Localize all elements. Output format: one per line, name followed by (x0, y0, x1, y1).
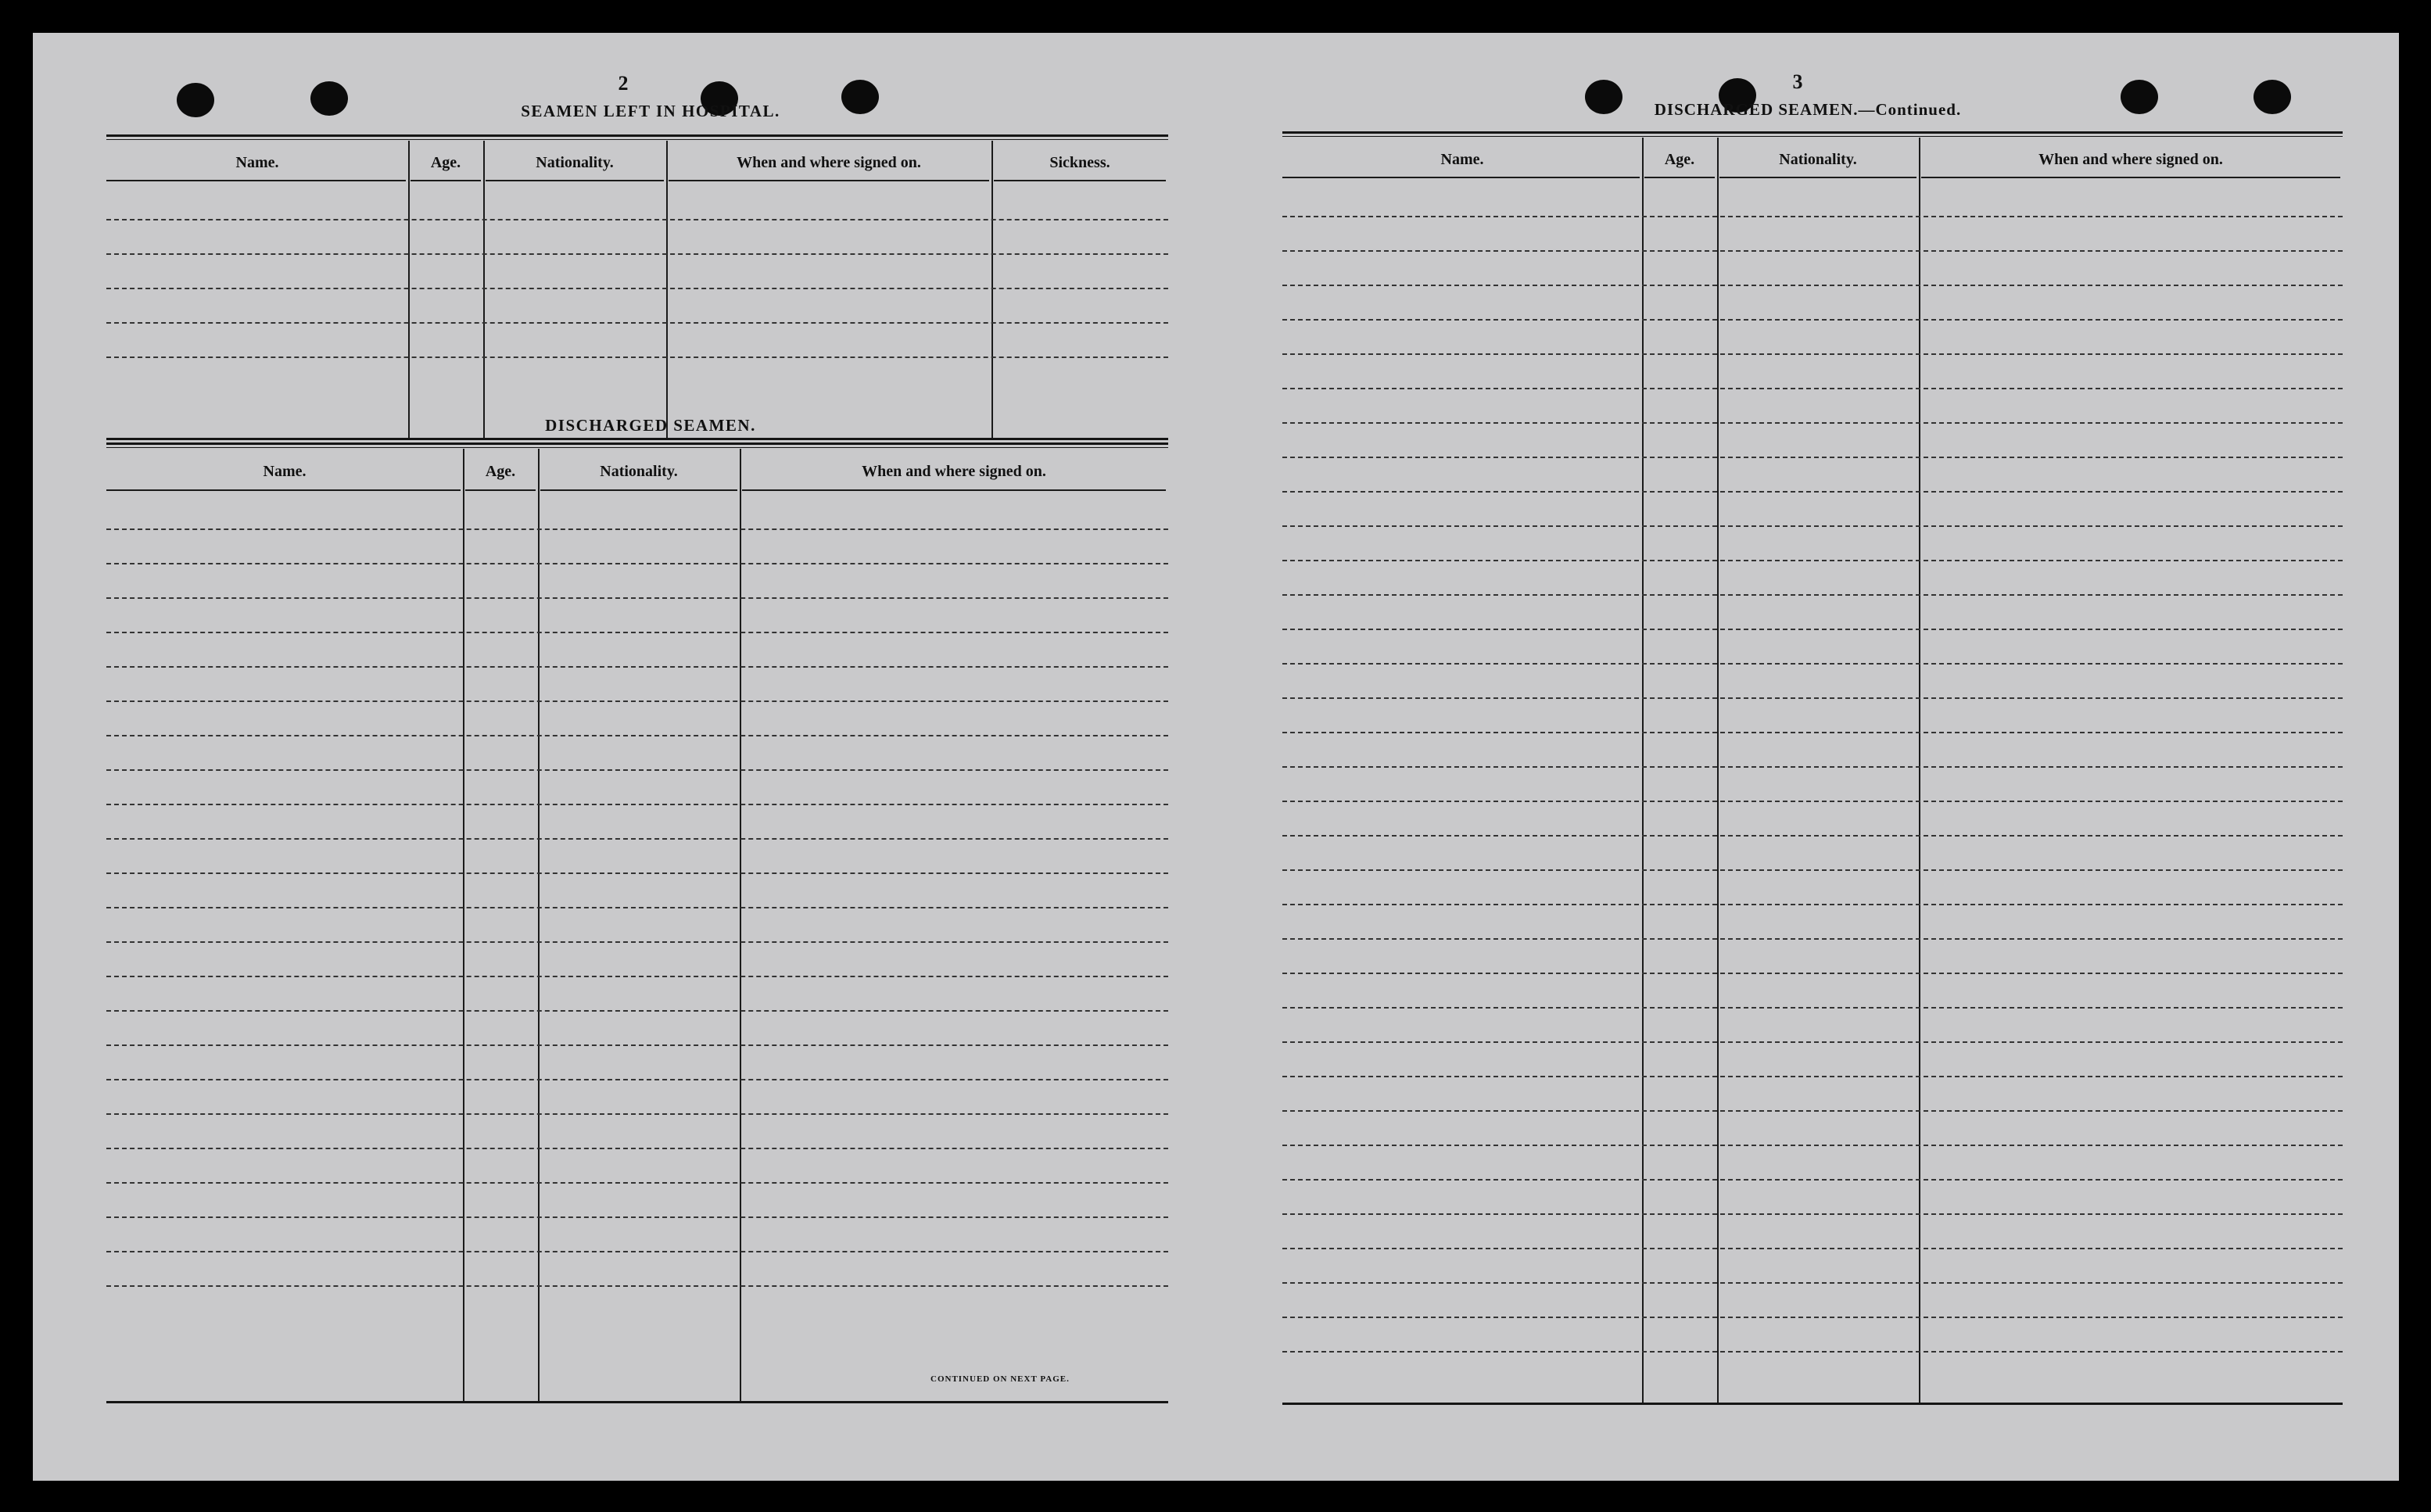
header-underline (411, 180, 481, 181)
column-header: Age. (485, 463, 516, 480)
table-row (1282, 732, 2343, 733)
column-rule (408, 141, 410, 438)
table-row (1282, 1145, 2343, 1146)
discharged-continued-title: DISCHARGED SEAMEN.—Continued. (1654, 100, 1962, 119)
table-row (106, 219, 1168, 220)
table-row (1282, 1351, 2343, 1353)
table-row (1282, 835, 2343, 837)
table-row (106, 528, 1168, 530)
header-underline (486, 180, 664, 181)
table-row (1282, 422, 2343, 424)
table-row (106, 1182, 1168, 1184)
table-row (1282, 491, 2343, 493)
punch-hole-icon (2254, 80, 2291, 114)
table-row (1282, 697, 2343, 699)
header-underline (1719, 177, 1916, 178)
hospital-table (106, 134, 1168, 439)
header-underline (106, 180, 406, 181)
column-header: Name. (263, 463, 307, 480)
top-rule (1282, 136, 2343, 137)
header-underline (742, 489, 1166, 491)
ledger-sheet (33, 33, 2399, 1481)
table-row (106, 597, 1168, 599)
table-row (1282, 594, 2343, 596)
column-header: When and where signed on. (2038, 151, 2223, 168)
table-row (106, 666, 1168, 668)
table-row (1282, 1213, 2343, 1215)
top-rule (106, 447, 1168, 448)
top-rule (1282, 131, 2343, 134)
table-row (1282, 869, 2343, 871)
table-row (106, 838, 1168, 840)
table-row (106, 632, 1168, 633)
table-row (1282, 938, 2343, 940)
table-row (1282, 353, 2343, 355)
table-row (1282, 216, 2343, 217)
punch-hole-icon (1585, 80, 1622, 114)
table-row (106, 1044, 1168, 1046)
column-rule (483, 141, 485, 438)
table-row (1282, 1076, 2343, 1077)
punch-hole-icon (177, 83, 214, 117)
header-underline (1644, 177, 1715, 178)
table-row (106, 907, 1168, 908)
bottom-rule (106, 438, 1168, 440)
column-rule (740, 449, 741, 1401)
punch-hole-icon (2121, 80, 2158, 114)
top-rule (106, 139, 1168, 140)
column-header: Nationality. (1779, 151, 1857, 168)
table-row (1282, 1317, 2343, 1318)
header-underline (994, 180, 1166, 181)
table-row (106, 1148, 1168, 1149)
column-header: Name. (235, 154, 279, 171)
table-row (1282, 1282, 2343, 1284)
table-row (106, 563, 1168, 564)
table-row (1282, 766, 2343, 768)
table-row (1282, 560, 2343, 561)
table-row (106, 1251, 1168, 1252)
bottom-rule (106, 1401, 1168, 1403)
table-row (106, 700, 1168, 702)
header-underline (1921, 177, 2340, 178)
table-row (1282, 801, 2343, 802)
discharged-continued-table (1282, 131, 2343, 1406)
column-header: Nationality. (536, 154, 614, 171)
discharged-section-title: DISCHARGED SEAMEN. (545, 416, 756, 435)
table-row (1282, 525, 2343, 527)
page-number-right: 3 (1792, 70, 1803, 93)
table-row (1282, 629, 2343, 630)
column-rule (463, 449, 464, 1401)
table-row (1282, 904, 2343, 905)
table-row (1282, 319, 2343, 321)
table-row (106, 322, 1168, 324)
table-row (1282, 250, 2343, 252)
column-header: Age. (1664, 151, 1695, 168)
column-header: Nationality. (600, 463, 678, 480)
table-row (1282, 663, 2343, 665)
table-row (106, 804, 1168, 805)
table-row (106, 288, 1168, 289)
hospital-section-title: SEAMEN LEFT IN HOSPITAL. (521, 102, 780, 120)
table-row (1282, 457, 2343, 458)
table-row (106, 769, 1168, 771)
top-rule (106, 442, 1168, 445)
table-row (106, 976, 1168, 977)
header-underline (669, 180, 989, 181)
column-rule (666, 141, 668, 438)
punch-hole-icon (310, 81, 348, 116)
header-underline (1282, 177, 1640, 178)
table-row (106, 735, 1168, 736)
header-underline (106, 489, 461, 491)
header-underline (540, 489, 737, 491)
table-row (106, 253, 1168, 255)
column-header: Name. (1440, 151, 1484, 168)
table-row (1282, 1041, 2343, 1043)
top-rule (106, 134, 1168, 137)
bottom-rule (1282, 1403, 2343, 1405)
column-rule (991, 141, 993, 438)
table-row (1282, 388, 2343, 389)
column-rule (538, 449, 540, 1401)
table-row (106, 1113, 1168, 1115)
table-row (106, 1079, 1168, 1080)
table-row (106, 1010, 1168, 1012)
table-row (106, 941, 1168, 943)
table-row (1282, 1007, 2343, 1009)
page-number-left: 2 (618, 72, 629, 95)
discharged-table (106, 442, 1168, 1404)
table-row (106, 872, 1168, 874)
table-row (106, 1285, 1168, 1287)
column-header: When and where signed on. (737, 154, 921, 171)
column-header: Sickness. (1049, 154, 1110, 171)
column-header: When and where signed on. (862, 463, 1046, 480)
table-row (1282, 1179, 2343, 1181)
table-row (1282, 1248, 2343, 1249)
table-row (106, 1216, 1168, 1218)
column-header: Age. (430, 154, 461, 171)
table-row (1282, 1110, 2343, 1112)
table-row (1282, 973, 2343, 974)
table-row (1282, 285, 2343, 286)
table-row (106, 357, 1168, 358)
continued-note: CONTINUED ON NEXT PAGE. (930, 1374, 1070, 1384)
header-underline (465, 489, 536, 491)
